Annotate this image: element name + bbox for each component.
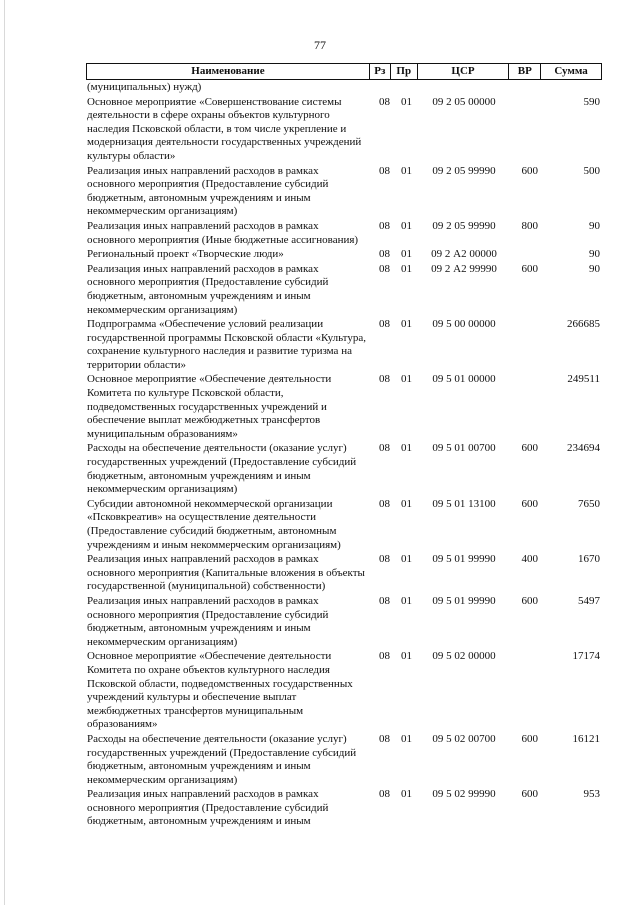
- row-pr: 01: [401, 318, 412, 331]
- row-pr: [391, 81, 418, 95]
- row-csr: 09 5 01 00000: [432, 373, 496, 386]
- row-csr: 09 2 05 99990: [432, 219, 496, 232]
- row-rz: 08: [379, 95, 390, 108]
- row-rz: 08: [379, 650, 390, 663]
- row-name: Региональный проект «Творческие люди»: [87, 248, 284, 261]
- row-sum: 953: [583, 788, 600, 801]
- row-vr: [510, 373, 542, 441]
- header-csr: ЦСР: [418, 64, 510, 79]
- row-vr: [510, 650, 542, 732]
- header-sum: Сумма: [554, 65, 588, 77]
- row-name: (муниципальных) нужд): [87, 81, 202, 93]
- row-sum: 90: [589, 262, 600, 275]
- row-rz: 08: [379, 262, 390, 275]
- row-vr: [510, 81, 542, 95]
- row-vr: 600: [521, 732, 538, 745]
- header-pr: Пр: [391, 64, 418, 79]
- row-name: Реализация иных направлений расходов в рамках основного мероприятия (Предоставление субсидий бюджетным, автономным учреждениям и иным некоммерческим организациям): [87, 262, 329, 316]
- row-rz: 08: [379, 318, 390, 331]
- row-csr: 09 5 01 13100: [432, 497, 496, 510]
- row-rz: 08: [379, 373, 390, 386]
- row-name: Расходы на обеспечение деятельности (оказание услуг) государственных учреждений (Предоставление субсидий бюджетным, автономным учреждениям и иным некоммерческим организациям): [87, 732, 357, 786]
- table-row: [86, 498, 602, 552]
- row-vr: [510, 318, 542, 372]
- row-vr: 800: [521, 219, 538, 232]
- table-row: [86, 788, 602, 829]
- row-pr: 01: [401, 594, 412, 607]
- row-rz: 08: [379, 497, 390, 510]
- row-name: Реализация иных направлений расходов в рамках основного мероприятия (Предоставление субсидий бюджетным, автономным учреждениям и иным некоммерческим организациям): [87, 594, 329, 648]
- page-number: 77: [314, 38, 326, 52]
- table-row: [86, 373, 602, 441]
- row-sum: 500: [583, 164, 600, 177]
- row-name: Реализация иных направлений расходов в рамках основного мероприятия (Предоставление субсидий бюджетным, автономным учреждениям и иным некоммерческим организациям): [87, 164, 329, 218]
- row-pr: 01: [401, 262, 412, 275]
- row-vr: [510, 248, 542, 262]
- row-vr: 600: [521, 442, 538, 455]
- scan-edge-line: [4, 0, 5, 905]
- header-name: Наименование: [87, 64, 370, 79]
- row-name: Подпрограмма «Обеспечение условий реализации государственной программы Псковской области «Культура, сохранение культурного наследия и развитие туризма на территории области»: [87, 318, 366, 371]
- row-csr: 09 5 02 00700: [432, 732, 496, 745]
- row-pr: 01: [401, 219, 412, 232]
- header-rz: Рз: [370, 64, 391, 79]
- row-rz: 08: [379, 553, 390, 566]
- row-pr: 01: [401, 95, 412, 108]
- row-pr: 01: [401, 164, 412, 177]
- row-sum: 16121: [572, 732, 600, 745]
- table-row: [86, 220, 602, 247]
- row-sum: 90: [589, 219, 600, 232]
- row-csr: 09 5 02 99990: [432, 788, 496, 801]
- row-csr: 09 2 05 99990: [432, 164, 496, 177]
- row-csr: [418, 81, 510, 95]
- table-row: [86, 442, 602, 496]
- row-name: Реализация иных направлений расходов в рамках основного мероприятия (Капитальные вложения в объекты государственной (муниципальной) собственности): [87, 553, 365, 593]
- row-rz: [370, 81, 391, 95]
- row-rz: 08: [379, 442, 390, 455]
- row-sum: 234694: [567, 442, 600, 455]
- row-sum: 1670: [578, 553, 600, 566]
- row-pr: 01: [401, 650, 412, 663]
- row-sum: 17174: [572, 650, 600, 663]
- row-pr: 01: [401, 788, 412, 801]
- row-vr: 600: [521, 594, 538, 607]
- row-sum: 5497: [578, 594, 600, 607]
- row-vr: [510, 96, 542, 164]
- table-row: [86, 595, 602, 649]
- row-pr: 01: [401, 248, 412, 261]
- row-rz: 08: [379, 164, 390, 177]
- table-header: [86, 63, 602, 80]
- row-name: Реализация иных направлений расходов в рамках основного мероприятия (Предоставление субсидий бюджетным, автономным учреждениям и иным: [87, 788, 329, 828]
- row-name: Основное мероприятие «Обеспечение деятельности Комитета по культуре Псковской области, подведомственных государственных учреждений и обеспечение выплат межбюджетных трансфертов муниципальным образованиям»: [87, 373, 332, 440]
- row-csr: 09 5 01 99990: [432, 553, 496, 566]
- row-csr: 09 2 А2 00000: [431, 248, 497, 261]
- row-sum: 266685: [567, 318, 600, 331]
- budget-table: [86, 63, 602, 829]
- header-vr: ВР: [509, 64, 541, 79]
- table-row: [86, 553, 602, 594]
- row-vr: 600: [521, 497, 538, 510]
- row-rz: 08: [379, 219, 390, 232]
- table-body: [86, 81, 602, 829]
- row-name: Субсидии автономной некоммерческой организации «Псковкреатив» на осуществление деятельности (Предоставление субсидий бюджетным, автономным учреждениям и иным некоммерческим организациям): [87, 497, 341, 551]
- row-sum: [542, 81, 602, 95]
- row-name: Основное мероприятие «Обеспечение деятельности Комитета по охране объектов культурного наследия Псковской области, подведомственных государственных учреждений культуры и обеспечение выплат межбюджетных трансфертов муниципальным образованиям»: [87, 650, 353, 731]
- row-pr: 01: [401, 373, 412, 386]
- row-pr: 01: [401, 553, 412, 566]
- table-row: [86, 96, 602, 164]
- table-row: [86, 650, 602, 732]
- row-rz: 08: [379, 732, 390, 745]
- row-rz: 08: [379, 248, 390, 261]
- table-row: [86, 733, 602, 787]
- row-csr: 09 5 00 00000: [432, 318, 496, 331]
- row-vr: 600: [521, 164, 538, 177]
- row-pr: 01: [401, 442, 412, 455]
- row-sum: 249511: [567, 373, 600, 386]
- row-pr: 01: [401, 732, 412, 745]
- row-rz: 08: [379, 594, 390, 607]
- row-sum: 590: [583, 95, 600, 108]
- row-vr: 600: [521, 262, 538, 275]
- row-rz: 08: [379, 788, 390, 801]
- row-csr: 09 2 05 00000: [432, 95, 496, 108]
- table-row: [86, 165, 602, 219]
- row-sum: 90: [589, 248, 600, 261]
- row-csr: 09 2 А2 99990: [431, 262, 497, 275]
- row-csr: 09 5 01 99990: [432, 594, 496, 607]
- row-name: Основное мероприятие «Совершенствование системы деятельности в сфере охраны объектов культурного наследия Псковской области, в том числе укрепление и модернизация деятельности государственных учреждений культуры области»: [87, 95, 362, 162]
- row-csr: 09 5 01 00700: [432, 442, 496, 455]
- table-row: [86, 318, 602, 372]
- table-row: [86, 263, 602, 317]
- row-vr: 600: [521, 788, 538, 801]
- row-csr: 09 5 02 00000: [432, 650, 496, 663]
- table-row: [86, 248, 602, 262]
- table-row: [86, 81, 602, 95]
- row-name: Расходы на обеспечение деятельности (оказание услуг) государственных учреждений (Предоставление субсидий бюджетным, автономным учреждениям и иным некоммерческим организациям): [87, 442, 357, 496]
- row-sum: 7650: [578, 497, 600, 510]
- row-name: Реализация иных направлений расходов в рамках основного мероприятия (Иные бюджетные ассигнования): [87, 219, 359, 246]
- row-pr: 01: [401, 497, 412, 510]
- row-vr: 400: [521, 553, 538, 566]
